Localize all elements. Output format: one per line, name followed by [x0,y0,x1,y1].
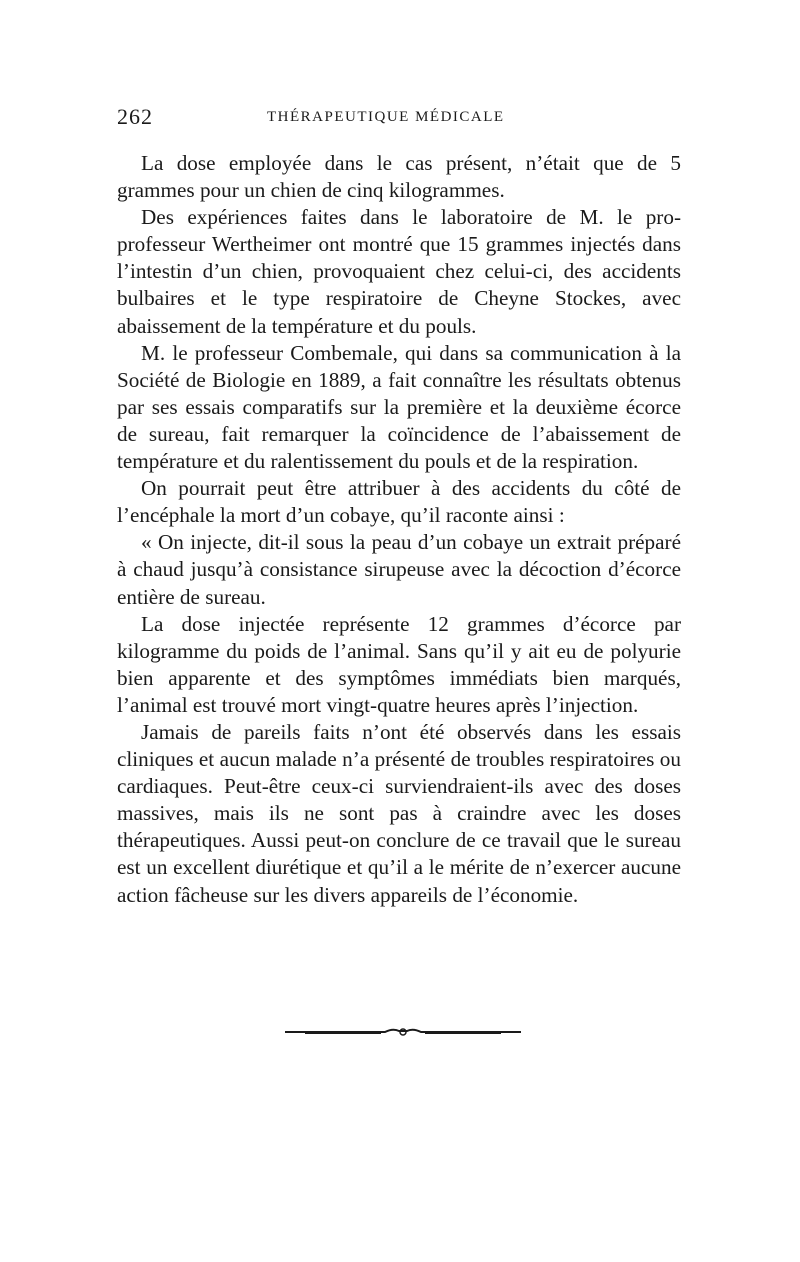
paragraph: On pourrait peut être attribuer à des accidents du côté de l’encéphale la mort d’un cobaye, qu’il raconte ainsi : [117,476,681,528]
body-text [117,150,681,909]
running-head: THÉRAPEUTIQUE MÉDICALE [267,109,505,125]
page-number: 262 [117,104,153,129]
paragraph: La dose injectée représente 12 grammes d’écorce par kilogramme du poids de l’animal. Sans qu’il y ait eu de polyurie bien apparente et des symptômes immédiats bien marqués, l’animal est trouvé mort vingt-quatre heures après l’injection. [117,611,681,717]
paragraph: M. le professeur Combemale, qui dans sa communication à la Société de Biologie en 1889, a fait connaître les résultats obtenus par ses essais comparatifs sur la première et la deuxième écorce de sureau, fait remarquer la coïncidence de l’abaissement de température et du ralentissement du pouls et de la respiration. [117,340,681,474]
end-ornament-divider [285,1024,521,1038]
paragraph: Jamais de pareils faits n’ont été observés dans les essais cliniques et aucun malade n’a présenté de troubles respiratoires ou cardiaques. Peut-être ceux-ci surviendraient-ils avec des doses massives, mais ils ne sont pas à craindre avec les doses thérapeutiques. Aussi peut-on conclure de ce travail que le sureau est un excellent diurétique et qu’il a le mérite de n’exercer aucune action fâcheuse sur les divers appareils de l’économie. [117,719,681,907]
paragraph: « On injecte, dit-il sous la peau d’un cobaye un extrait préparé à chaud jusqu’à consistance sirupeuse avec la décoction d’écorce entière de sureau. [117,530,681,609]
paragraph: Des expériences faites dans le laboratoire de M. le pro-professeur Wertheimer ont montré que 15 grammes injectés dans l’intestin d’un chien, provoquaient chez celui-ci, des accidents bulbaires et le type respiratoire de Cheyne Stockes, avec abaissement de la température et du pouls. [117,205,681,338]
paragraph: La dose employée dans le cas présent, n’était que de 5 grammes pour un chien de cinq kilogrammes. [117,151,681,203]
page-header [117,104,681,134]
